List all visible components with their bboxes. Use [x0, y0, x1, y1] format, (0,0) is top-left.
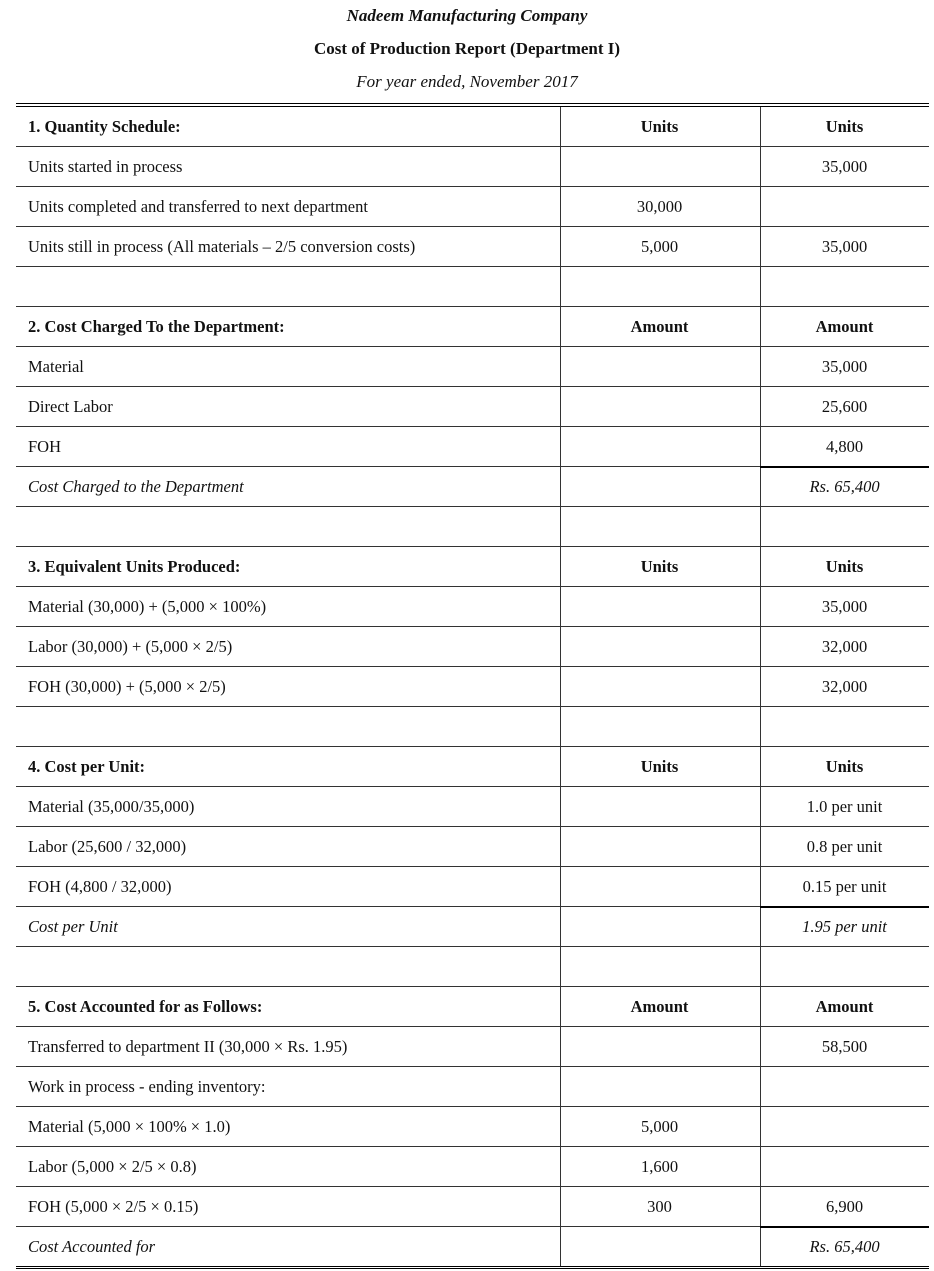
spacer-row	[16, 507, 929, 547]
row-label: Units completed and transferred to next department	[28, 196, 368, 216]
row-mid-value	[560, 827, 759, 866]
section-header-row	[16, 987, 929, 1027]
row-label: Work in process - ending inventory:	[28, 1076, 266, 1096]
row-label: Units started in process	[28, 156, 183, 176]
row-right-value: Units	[825, 116, 864, 136]
company-name: Nadeem Manufacturing Company	[346, 6, 588, 25]
row-label: 3. Equivalent Units Produced:	[28, 556, 241, 576]
row-mid-value: Amount	[630, 316, 689, 336]
row-right-value: 35,000	[821, 156, 868, 176]
row-label: FOH (5,000 × 2/5 × 0.15)	[28, 1196, 199, 1216]
row-mid-value	[560, 1227, 759, 1266]
row-label: FOH (4,800 / 32,000)	[28, 876, 172, 896]
row-mid-value	[560, 907, 759, 946]
row-label	[28, 707, 558, 746]
row-label: FOH	[28, 436, 62, 456]
row-label: Units still in process (All materials – 2/5 conversion costs)	[28, 236, 416, 256]
row-mid-value: Units	[640, 116, 679, 136]
table-row	[16, 1147, 929, 1187]
row-right-value: 1.0 per unit	[806, 796, 883, 816]
table-row	[16, 187, 929, 227]
row-label: Material (5,000 × 100% × 1.0)	[28, 1116, 231, 1136]
spacer-row	[16, 267, 929, 307]
row-right-value: 32,000	[821, 676, 868, 696]
row-mid-value: Amount	[630, 996, 689, 1016]
row-right-value: Units	[825, 756, 864, 776]
row-right-value: 35,000	[821, 236, 868, 256]
row-mid-value: 5,000	[640, 236, 679, 256]
row-right-value: 25,600	[821, 396, 868, 416]
table-row	[16, 387, 929, 427]
table-row	[16, 427, 929, 467]
row-right-value	[760, 187, 929, 226]
row-mid-value: Units	[640, 756, 679, 776]
row-mid-value	[560, 707, 759, 746]
table-row	[16, 827, 929, 867]
table-row	[16, 147, 929, 187]
cost-report-table	[16, 103, 929, 1269]
row-label: FOH (30,000) + (5,000 × 2/5)	[28, 676, 226, 696]
row-mid-value	[560, 347, 759, 386]
row-label: Material (35,000/35,000)	[28, 796, 195, 816]
row-mid-value	[560, 1027, 759, 1066]
row-right-value: Amount	[815, 316, 874, 336]
table-row	[16, 227, 929, 267]
row-right-value: 32,000	[821, 636, 868, 656]
row-right-value: 4,800	[825, 436, 864, 456]
row-mid-value	[560, 467, 759, 506]
row-right-value: Units	[825, 556, 864, 576]
report-period: For year ended, November 2017	[356, 72, 578, 91]
table-row	[16, 1187, 929, 1227]
spacer-row	[16, 947, 929, 987]
row-mid-value: 5,000	[640, 1116, 679, 1136]
row-mid-value: 300	[647, 1196, 672, 1216]
row-mid-value	[560, 667, 759, 706]
row-label: Material	[28, 356, 84, 376]
row-right-value: 0.15 per unit	[802, 876, 887, 896]
row-label	[28, 267, 558, 306]
row-mid-value	[560, 587, 759, 626]
row-right-value	[760, 947, 929, 986]
row-right-value	[760, 267, 929, 306]
table-row	[16, 787, 929, 827]
row-mid-value	[560, 627, 759, 666]
row-right-value: 1.95 per unit	[760, 906, 929, 946]
row-label: 4. Cost per Unit:	[28, 756, 146, 776]
row-right-value: 58,500	[821, 1036, 868, 1056]
row-label: Labor (5,000 × 2/5 × 0.8)	[28, 1156, 197, 1176]
row-right-value	[760, 1067, 929, 1106]
row-mid-value	[560, 507, 759, 546]
row-right-value	[760, 507, 929, 546]
row-right-value: Amount	[815, 996, 874, 1016]
table-row	[16, 1107, 929, 1147]
table-row	[16, 587, 929, 627]
row-mid-value	[560, 1067, 759, 1106]
table-row	[16, 627, 929, 667]
row-mid-value	[560, 787, 759, 826]
row-label: Transferred to department II (30,000 × Rs. 1.95)	[28, 1036, 348, 1056]
row-right-value: 35,000	[821, 596, 868, 616]
total-row	[16, 907, 929, 947]
table-row	[16, 1067, 929, 1107]
row-right-value: Rs. 65,400	[760, 1226, 929, 1266]
row-mid-value	[560, 947, 759, 986]
row-right-value	[760, 1147, 929, 1186]
total-row	[16, 1227, 929, 1269]
section-header-row	[16, 547, 929, 587]
row-mid-value: 1,600	[640, 1156, 679, 1176]
row-right-value: 6,900	[825, 1196, 864, 1216]
section-header-row	[16, 307, 929, 347]
row-right-value: Rs. 65,400	[760, 466, 929, 506]
row-label	[28, 947, 558, 986]
table-row	[16, 1027, 929, 1067]
row-label: Cost Accounted for	[28, 1236, 156, 1256]
row-label: 5. Cost Accounted for as Follows:	[28, 996, 263, 1016]
row-right-value: 35,000	[821, 356, 868, 376]
table-row	[16, 347, 929, 387]
row-label: Labor (30,000) + (5,000 × 2/5)	[28, 636, 233, 656]
row-label: Direct Labor	[28, 396, 113, 416]
row-label: 2. Cost Charged To the Department:	[28, 316, 285, 336]
row-label: Cost per Unit	[28, 916, 118, 936]
row-label	[28, 507, 558, 546]
row-right-value	[760, 1107, 929, 1146]
total-row	[16, 467, 929, 507]
spacer-row	[16, 707, 929, 747]
report-title: Cost of Production Report (Department I)	[313, 39, 621, 58]
row-mid-value	[560, 427, 759, 466]
row-right-value: 0.8 per unit	[806, 836, 883, 856]
table-row	[16, 867, 929, 907]
row-label: Material (30,000) + (5,000 × 100%)	[28, 596, 267, 616]
row-label: Cost Charged to the Department	[28, 476, 244, 496]
section-header-row	[16, 747, 929, 787]
row-mid-value	[560, 147, 759, 186]
row-label: Labor (25,600 / 32,000)	[28, 836, 187, 856]
row-mid-value	[560, 867, 759, 906]
row-mid-value: 30,000	[636, 196, 683, 216]
row-mid-value	[560, 267, 759, 306]
row-mid-value: Units	[640, 556, 679, 576]
table-row	[16, 667, 929, 707]
section-header-row	[16, 107, 929, 147]
row-label: 1. Quantity Schedule:	[28, 116, 181, 136]
row-right-value	[760, 707, 929, 746]
row-mid-value	[560, 387, 759, 426]
